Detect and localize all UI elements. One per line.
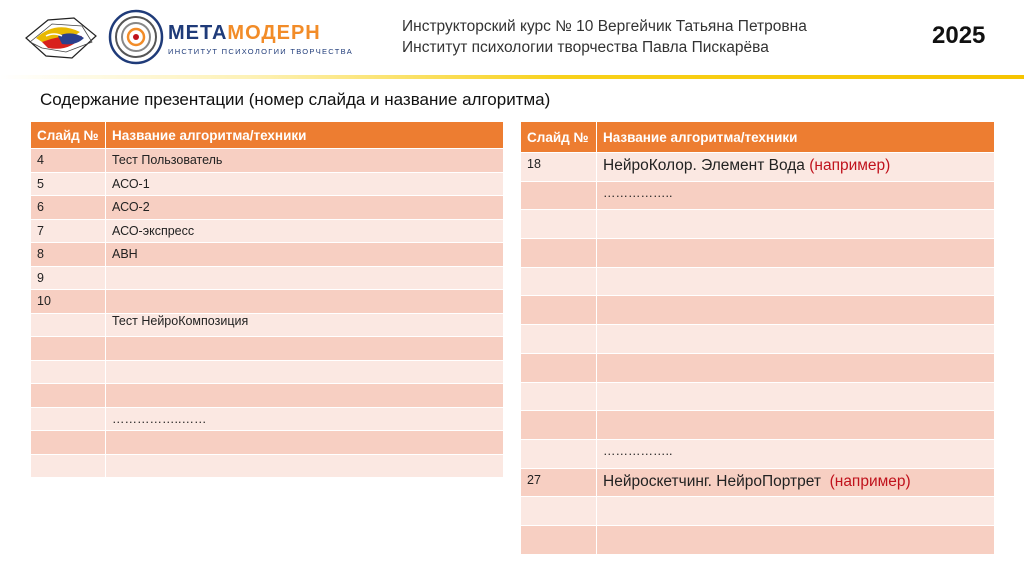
table-row [521, 210, 995, 239]
table-row [31, 172, 504, 196]
table-row [31, 196, 504, 220]
table-row [31, 243, 504, 267]
technique-name-cell [597, 325, 995, 354]
slide-number-cell [521, 411, 597, 440]
example-note: (например) [809, 157, 891, 174]
column-header-slide: Слайд № [521, 122, 597, 153]
table-row [521, 153, 995, 182]
slide-number-cell [31, 454, 106, 478]
table-row [521, 497, 995, 526]
technique-name-cell: Тест НейроКомпозиция [106, 313, 504, 337]
technique-name-cell: АСО-1 [106, 172, 504, 196]
table-row [521, 411, 995, 440]
slide-number-cell [521, 239, 597, 268]
technique-name-cell: …………….. [597, 439, 995, 468]
slide-number-cell [31, 431, 106, 455]
course-line-2: Институт психологии творчества Павла Пискарёва [402, 39, 769, 56]
right-contents-table [520, 121, 995, 555]
slide-number-cell [521, 525, 597, 554]
technique-name-cell: ……………..…… [106, 407, 504, 431]
slide-title: Содержание презентации (номер слайда и название алгоритма) [40, 90, 551, 109]
slide-number-cell: 5 [31, 172, 106, 196]
slide-number-cell [521, 210, 597, 239]
slide-number-cell [31, 407, 106, 431]
technique-name-cell [106, 431, 504, 455]
column-header-slide: Слайд № [31, 122, 106, 149]
slide-number-cell [521, 382, 597, 411]
technique-name-cell [597, 411, 995, 440]
table-header-row [31, 122, 504, 149]
slide-number-cell: 4 [31, 149, 106, 173]
table-header-row [521, 122, 995, 153]
table-row [521, 439, 995, 468]
slide-number-cell [521, 296, 597, 325]
technique-name-cell: АВН [106, 243, 504, 267]
column-header-name: Название алгоритма/техники [106, 122, 504, 149]
technique-name-cell: Нейроскетчинг. НейроПортрет (например) [597, 468, 995, 497]
table-row [521, 353, 995, 382]
right-table-body [521, 153, 995, 555]
technique-name-cell [597, 267, 995, 296]
slide-number-cell [31, 360, 106, 384]
slide-number-cell: 27 [521, 468, 597, 497]
slide-number-cell [31, 384, 106, 408]
example-note: (например) [829, 472, 911, 490]
table-row [521, 267, 995, 296]
technique-name-cell [597, 296, 995, 325]
technique-name-cell [597, 239, 995, 268]
technique-name-cell [106, 384, 504, 408]
column-header-name: Название алгоритма/техники [597, 122, 995, 153]
table-row [31, 290, 504, 314]
slide-number-cell: 18 [521, 153, 597, 182]
table-row [521, 468, 995, 497]
technique-name-cell [106, 337, 504, 361]
table-row [31, 431, 504, 455]
technique-name-cell: АСО-2 [106, 196, 504, 220]
slide-number-cell: 7 [31, 219, 106, 243]
technique-name-cell [106, 290, 504, 314]
table-row [31, 454, 504, 478]
slide-number-cell [521, 181, 597, 210]
header-divider [0, 75, 1024, 79]
table-row [31, 149, 504, 173]
technique-name-cell [106, 266, 504, 290]
technique-name-cell [597, 525, 995, 554]
brand-subtitle: ИНСТИТУТ ПСИХОЛОГИИ ТВОРЧЕСТВА [168, 47, 354, 56]
table-row [31, 384, 504, 408]
course-info [402, 16, 807, 58]
table-row [521, 296, 995, 325]
slide-number-cell: 8 [31, 243, 106, 267]
brand-name: МЕТАМОДЕРН [168, 22, 321, 44]
slide-number-cell: 9 [31, 266, 106, 290]
table-row [521, 239, 995, 268]
table-row [521, 525, 995, 554]
technique-name-cell [597, 497, 995, 526]
table-row [521, 181, 995, 210]
table-row [31, 313, 504, 337]
technique-name-cell [597, 382, 995, 411]
slide-number-cell: 10 [31, 290, 106, 314]
slide-number-cell [521, 267, 597, 296]
slide-number-cell: 6 [31, 196, 106, 220]
table-row [31, 266, 504, 290]
technique-name-cell [597, 353, 995, 382]
slide-number-cell [521, 353, 597, 382]
slide-number-cell [31, 337, 106, 361]
institute-emblem-logo [22, 12, 100, 64]
metamodern-spiral-logo [108, 8, 164, 66]
slide-number-cell [521, 497, 597, 526]
table-row [31, 337, 504, 361]
table-row [31, 219, 504, 243]
technique-name-cell: …………….. [597, 181, 995, 210]
technique-name-cell: АСО-экспресс [106, 219, 504, 243]
left-table-body [31, 149, 504, 478]
technique-name-cell [597, 210, 995, 239]
slide-number-cell [521, 439, 597, 468]
table-row [31, 407, 504, 431]
table-row [31, 360, 504, 384]
slide-number-cell [521, 325, 597, 354]
technique-name-cell [106, 360, 504, 384]
technique-name-cell: НейроКолор. Элемент Вода (например) [597, 153, 995, 182]
brand-block [168, 22, 353, 56]
course-line-1: Инструкторский курс № 10 Вергейчик Татьяна Петровна [402, 18, 807, 35]
header [0, 0, 1024, 78]
table-row [521, 325, 995, 354]
technique-name-cell: Тест Пользователь [106, 149, 504, 173]
slide-number-cell [31, 313, 106, 337]
technique-name-cell [106, 454, 504, 478]
year: 2025 [932, 22, 986, 49]
table-row [521, 382, 995, 411]
left-contents-table [30, 121, 504, 478]
